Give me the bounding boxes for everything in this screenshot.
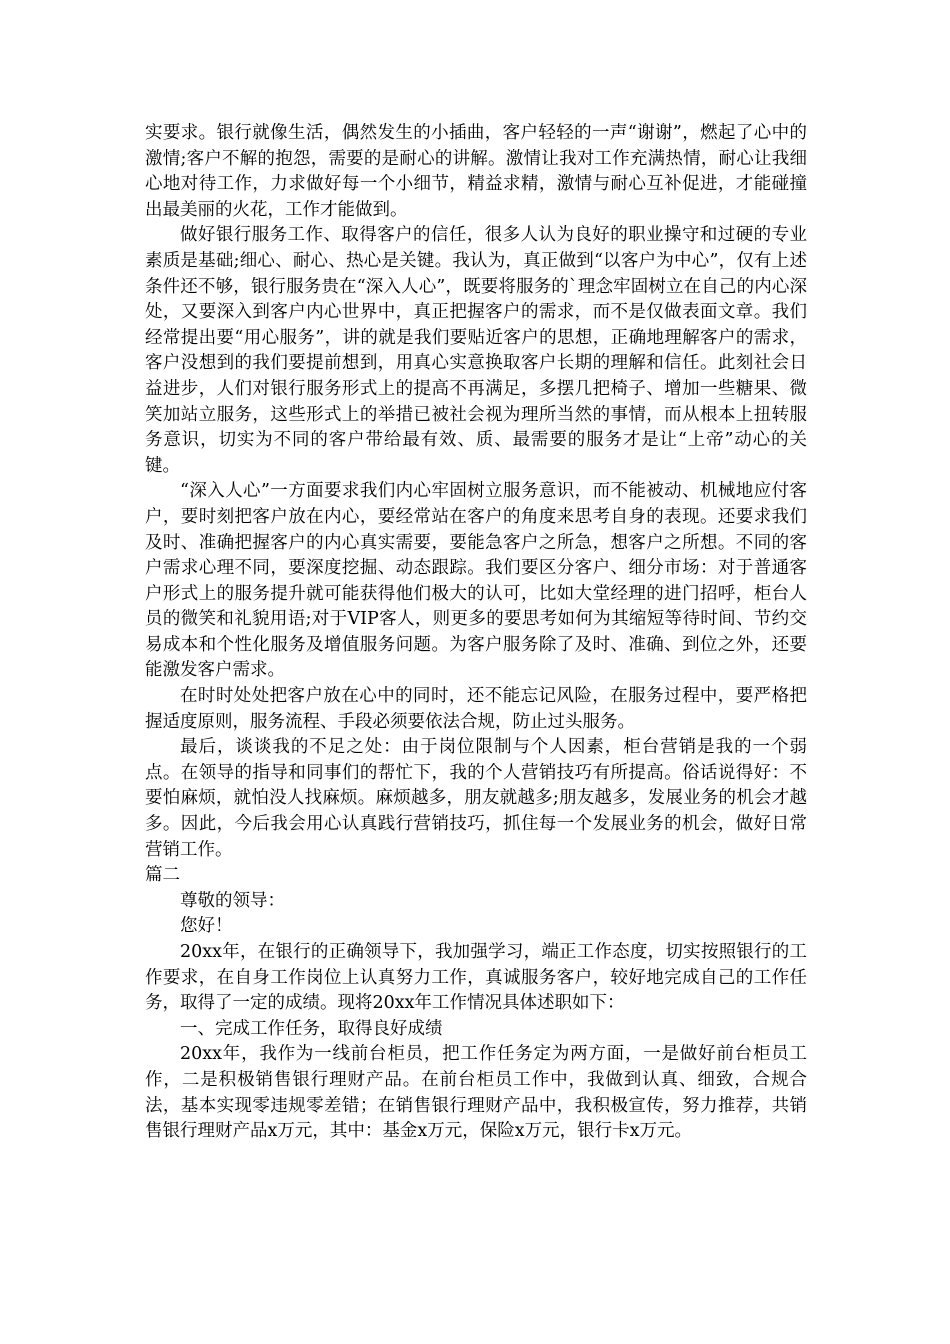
paragraph-5: 最后，谈谈我的不足之处：由于岗位限制与个人因素，柜台营销是我的一个弱点。在领导的指导和同事们的帮忙下，我的个人营销技巧有所提高。俗话说得好：不要怕麻烦，就怕没人找麻烦。麻烦越多，朋友就越多;朋友越多，发展业务的机会才越多。因此，今后我会用心认真践行营销技巧，抓住每一个发展业务的机会，做好日常营销工作。 — [145, 737, 807, 860]
paragraph-3: “深入人心”一方面要求我们内心牢固树立服务意识，而不能被动、机械地应付客户，要时刻把客户放在内心，要经常站在客户的角度来思考自身的表现。还要求我们及时、准确把握客户的内心真实需要，要能急客户之所急，想客户之所想。不同的客户需求心理不同，要深度挖掘、动态跟踪。我们要区分客户、细分市场：对于普通客户形式上的服务提升就可能获得他们极大的认可，比如大堂经理的进门招呼，柜台人员的微笑和礼貌用语;对于VIP客人，则更多的要思考如何为其缩短等待时间、节约交易成本和个性化服务及增值服务问题。为客户服务除了及时、准确、到位之外，还要能激发客户需求。 — [145, 481, 807, 681]
section-heading: 篇二 — [145, 865, 180, 886]
document-page — [145, 121, 807, 1145]
paragraph-4: 在时时处处把客户放在心中的同时，还不能忘记风险，在服务过程中，要严格把握适度原则，服务流程、手段必须要依法合规，防止过头服务。 — [145, 686, 807, 732]
paragraph-intro: 20xx年，在银行的正确领导下，我加强学习，端正工作态度，切实按照银行的工作要求，在自身工作岗位上认真努力工作，真诚服务客户，较好地完成自己的工作任务，取得了一定的成绩。现将20xx年工作情况具体述职如下： — [145, 942, 807, 1014]
paragraph-1: 实要求。银行就像生活，偶然发生的小插曲，客户轻轻的一声“谢谢”，燃起了心中的激情;客户不解的抱怨，需要的是耐心的讲解。激情让我对工作充满热情，耐心让我细心地对待工作，力求做好每一个小细节，精益求精，激情与耐心互补促进，才能碰撞出最美丽的火花，工作才能做到。 — [145, 123, 807, 220]
greeting: 您好！ — [180, 916, 233, 937]
subheading-1: 一、完成工作任务，取得良好成绩 — [180, 1018, 443, 1039]
paragraph-work: 20xx年，我作为一线前台柜员，把工作任务定为两方面，一是做好前台柜员工作，二是积极销售银行理财产品。在前台柜员工作中，我做到认真、细致，合规合法，基本实现零违规零差错；在销售银行理财产品中，我积极宣传，努力推荐，共销售银行理财产品x万元，其中：基金x万元，保险x万元，银行卡x万元。 — [145, 1044, 807, 1142]
salutation: 尊敬的领导： — [180, 890, 285, 911]
paragraph-2: 做好银行服务工作、取得客户的信任，很多人认为良好的职业操守和过硬的专业素质是基础;细心、耐心、热心是关键。我认为，真正做到“以客户为中心”，仅有上述条件还不够，银行服务贵在“深入人心”，既要将服务的`理念牢固树立在自己的内心深处，又要深入到客户内心世界中，真正把握客户的需求，而不是仅做表面文章。我们经常提出要“用心服务”，讲的就是我们要贴近客户的思想，正确地理解客户的需求，客户没想到的我们要提前想到，用真心实意换取客户长期的理解和信任。此刻社会日益进步，人们对银行服务形式上的提高不再满足，多摆几把椅子、增加一些糖果、微笑加站立服务，这些形式上的举措已被社会视为理所当然的事情，而从根本上扭转服务意识，切实为不同的客户带给最有效、质、最需要的服务才是让“上帝”动心的关键。 — [145, 225, 807, 476]
